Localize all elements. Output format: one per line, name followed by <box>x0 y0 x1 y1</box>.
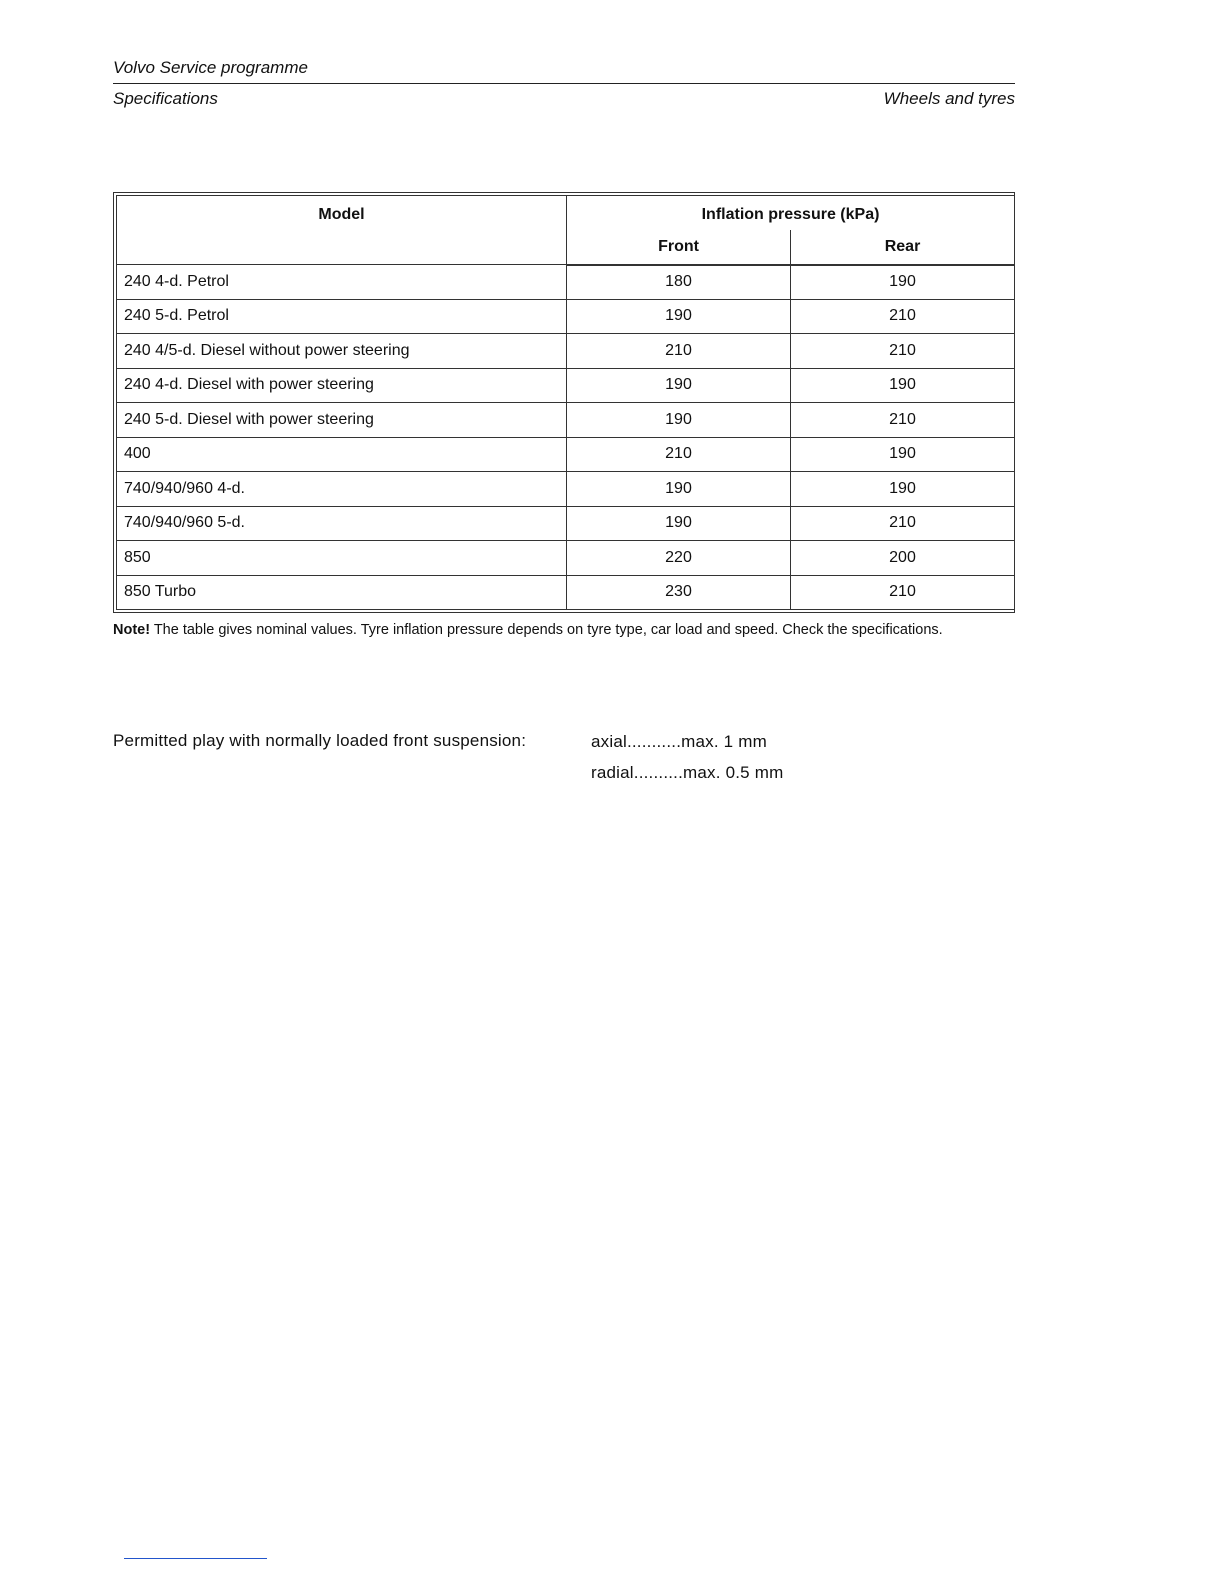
column-header-front: Front <box>567 230 791 265</box>
column-header-inflation-pressure: Inflation pressure (kPa) <box>567 196 1015 231</box>
cell-front-pressure: 210 <box>567 437 791 472</box>
cell-front-pressure: 180 <box>567 265 791 300</box>
cell-rear-pressure: 210 <box>791 575 1015 610</box>
radial-play-value: radial..........max. 0.5 mm <box>591 763 784 782</box>
cell-model: 400 <box>117 437 567 472</box>
subsection-title: Wheels and tyres <box>883 89 1015 108</box>
cell-model: 240 4/5-d. Diesel without power steering <box>117 334 567 369</box>
cell-rear-pressure: 210 <box>791 334 1015 369</box>
table-row <box>117 506 1015 541</box>
table-row <box>117 299 1015 334</box>
table-row <box>117 472 1015 507</box>
cell-front-pressure: 220 <box>567 541 791 576</box>
table-row <box>117 265 1015 300</box>
cell-front-pressure: 210 <box>567 334 791 369</box>
footer-divider <box>124 1558 267 1559</box>
cell-rear-pressure: 190 <box>791 265 1015 300</box>
note-text: The table gives nominal values. Tyre inflation pressure depends on tyre type, car load and speed. Check the specifications. <box>150 622 943 638</box>
table-row <box>117 368 1015 403</box>
cell-rear-pressure: 210 <box>791 403 1015 438</box>
cell-front-pressure: 190 <box>567 506 791 541</box>
cell-front-pressure: 190 <box>567 403 791 438</box>
cell-rear-pressure: 190 <box>791 472 1015 507</box>
cell-front-pressure: 190 <box>567 368 791 403</box>
cell-model: 240 5-d. Diesel with power steering <box>117 403 567 438</box>
cell-model: 850 Turbo <box>117 575 567 610</box>
cell-rear-pressure: 190 <box>791 437 1015 472</box>
table-row <box>117 541 1015 576</box>
cell-model: 850 <box>117 541 567 576</box>
cell-model: 240 5-d. Petrol <box>117 299 567 334</box>
cell-rear-pressure: 190 <box>791 368 1015 403</box>
suspension-play-label: Permitted play with normally loaded front suspension: <box>113 731 527 750</box>
header-divider <box>113 83 1015 84</box>
table-row <box>117 403 1015 438</box>
cell-rear-pressure: 210 <box>791 506 1015 541</box>
cell-front-pressure: 190 <box>567 299 791 334</box>
cell-model: 740/940/960 5-d. <box>117 506 567 541</box>
cell-model: 240 4-d. Petrol <box>117 265 567 300</box>
column-header-model: Model <box>117 196 567 265</box>
table-note <box>113 622 1023 638</box>
section-title: Specifications <box>113 89 218 108</box>
cell-rear-pressure: 200 <box>791 541 1015 576</box>
cell-front-pressure: 190 <box>567 472 791 507</box>
axial-play-value: axial...........max. 1 mm <box>591 732 767 751</box>
cell-rear-pressure: 210 <box>791 299 1015 334</box>
document-title: Volvo Service programme <box>113 58 308 77</box>
column-header-rear: Rear <box>791 230 1015 265</box>
note-label: Note! <box>113 622 151 638</box>
cell-model: 240 4-d. Diesel with power steering <box>117 368 567 403</box>
cell-front-pressure: 230 <box>567 575 791 610</box>
tyre-pressure-table <box>113 192 1015 613</box>
cell-model: 740/940/960 4-d. <box>117 472 567 507</box>
table-row <box>117 575 1015 610</box>
table-row <box>117 334 1015 369</box>
table-row <box>117 437 1015 472</box>
